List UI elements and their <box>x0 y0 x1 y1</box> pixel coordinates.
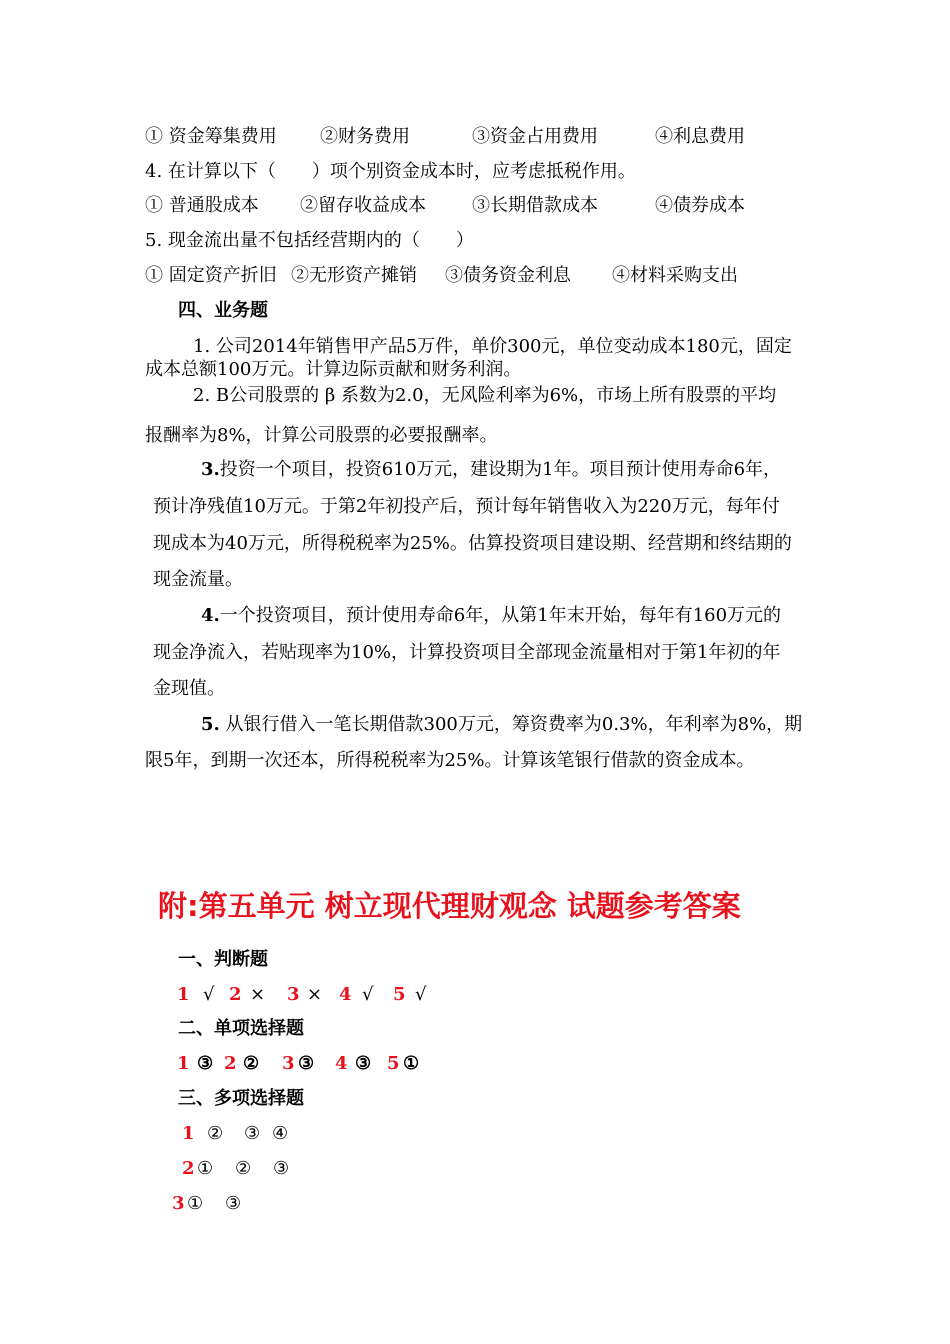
problem-3-line-3: 现成本为40万元，所得税税率为25%。估算投资项目建设期、经营期和终结期的 <box>153 533 792 554</box>
mc-answer-2-choice-1: ① <box>197 1158 214 1179</box>
problem-4-number: 4. <box>201 605 220 626</box>
problem-4-line-1: 一个投资项目，预计使用寿命6年，从第1年末开始，每年有160万元的 <box>219 605 782 626</box>
section-heading-business: 四、业务题 <box>178 300 268 321</box>
problem-1-line-1: 1. 公司2014年销售甲产品5万件，单价300元，单位变动成本180元，固定 <box>193 336 792 357</box>
sc-answer-5-choice: ① <box>403 1053 420 1074</box>
tf-answer-2-mark: × <box>250 984 266 1005</box>
sc-answer-1-choice: ③ <box>197 1053 214 1074</box>
q3-option-1: ① 资金筹集费用 <box>145 126 277 147</box>
mc-answer-3-choice-1: ① <box>187 1193 204 1214</box>
answers-heading-multiple-choice: 三、多项选择题 <box>178 1088 304 1109</box>
q5-option-3: ③债务资金利息 <box>445 265 571 286</box>
problem-3-line-4: 现金流量。 <box>153 569 243 590</box>
tf-answer-5-mark: √ <box>415 984 427 1005</box>
tf-answer-2-number: 2 <box>229 984 242 1005</box>
sc-answer-2-number: 2 <box>224 1053 237 1074</box>
answers-title: 附:第五单元 树立现代理财观念 试题参考答案 <box>158 889 741 923</box>
sc-answer-3-choice: ③ <box>298 1053 315 1074</box>
problem-1-line-2: 成本总额100万元。计算边际贡献和财务利润。 <box>145 359 522 380</box>
problem-5-line-1-wrap <box>201 713 802 737</box>
problem-4-line-2: 现金净流入，若贴现率为10%，计算投资项目全部现金流量相对于第1年初的年 <box>153 642 781 663</box>
problem-2-line-1: 2. B公司股票的 β 系数为2.0，无风险利率为6%，市场上所有股票的平均 <box>193 385 777 406</box>
q5-option-1: ① 固定资产折旧 <box>145 265 277 286</box>
q3-option-3: ③资金占用费用 <box>472 126 598 147</box>
mc-answer-3-choice-2: ③ <box>225 1193 242 1214</box>
problem-5-line-1: 从银行借入一笔长期借款300万元，筹资费率为0.3%，年利率为8%，期 <box>225 714 803 735</box>
problem-2-line-2: 报酬率为8%，计算公司股票的必要报酬率。 <box>145 425 498 446</box>
mc-answer-2-choice-2: ② <box>235 1158 252 1179</box>
answers-heading-single-choice: 二、单项选择题 <box>178 1018 304 1039</box>
q4-option-4: ④债券成本 <box>655 195 745 216</box>
q5-option-4: ④材料采购支出 <box>612 265 738 286</box>
sc-answer-2-choice: ② <box>243 1053 260 1074</box>
mc-answer-1-choice-2: ③ <box>244 1123 261 1144</box>
problem-4-line-3: 金现值。 <box>153 678 225 699</box>
mc-answer-1-choice-3: ④ <box>272 1123 289 1144</box>
problem-3-line-1-wrap <box>201 458 781 482</box>
tf-answer-3-number: 3 <box>287 984 300 1005</box>
tf-answer-1-number: 1 <box>177 984 190 1005</box>
tf-answer-4-number: 4 <box>339 984 352 1005</box>
problem-4-line-1-wrap <box>201 604 781 628</box>
answers-single-choice-row <box>0 1052 950 1076</box>
mc-answer-2-choice-3: ③ <box>273 1158 290 1179</box>
q4-option-2: ②留存收益成本 <box>300 195 426 216</box>
mc-answer-1-row <box>0 1122 950 1146</box>
mc-answer-2-number: 2 <box>182 1158 195 1179</box>
mc-answer-3-row <box>0 1192 950 1216</box>
problem-5-number: 5. <box>201 714 220 735</box>
sc-answer-4-choice: ③ <box>355 1053 372 1074</box>
sc-answer-3-number: 3 <box>282 1053 295 1074</box>
tf-answer-4-mark: √ <box>362 984 374 1005</box>
tf-answer-3-mark: × <box>307 984 323 1005</box>
problem-5-line-2: 限5年，到期一次还本，所得税税率为25%。计算该笔银行借款的资金成本。 <box>145 750 755 771</box>
sc-answer-4-number: 4 <box>335 1053 348 1074</box>
q5-option-2: ②无形资产摊销 <box>291 265 417 286</box>
q3-option-4: ④利息费用 <box>655 126 745 147</box>
problem-3-number: 3. <box>201 459 220 480</box>
q5-stem: 5. 现金流出量不包括经营期内的（ ） <box>145 230 474 251</box>
q4-stem: 4. 在计算以下（ ）项个别资金成本时，应考虑抵税作用。 <box>145 161 636 182</box>
problem-3-line-2: 预计净残值10万元。于第2年初投产后，预计每年销售收入为220万元，每年付 <box>153 496 780 517</box>
tf-answer-1-mark: √ <box>203 984 215 1005</box>
sc-answer-5-number: 5 <box>387 1053 400 1074</box>
mc-answer-1-number: 1 <box>182 1123 195 1144</box>
q4-option-1: ① 普通股成本 <box>145 195 259 216</box>
answers-heading-true-false: 一、判断题 <box>178 949 268 970</box>
problem-3-line-1: 投资一个项目，投资610万元，建设期为1年。项目预计使用寿命6年， <box>219 459 782 480</box>
answers-true-false-row <box>0 983 950 1007</box>
q3-option-2: ②财务费用 <box>320 126 410 147</box>
tf-answer-5-number: 5 <box>393 984 406 1005</box>
q4-option-3: ③长期借款成本 <box>472 195 598 216</box>
mc-answer-2-row <box>0 1157 950 1181</box>
mc-answer-1-choice-1: ② <box>207 1123 224 1144</box>
sc-answer-1-number: 1 <box>177 1053 190 1074</box>
mc-answer-3-number: 3 <box>172 1193 185 1214</box>
